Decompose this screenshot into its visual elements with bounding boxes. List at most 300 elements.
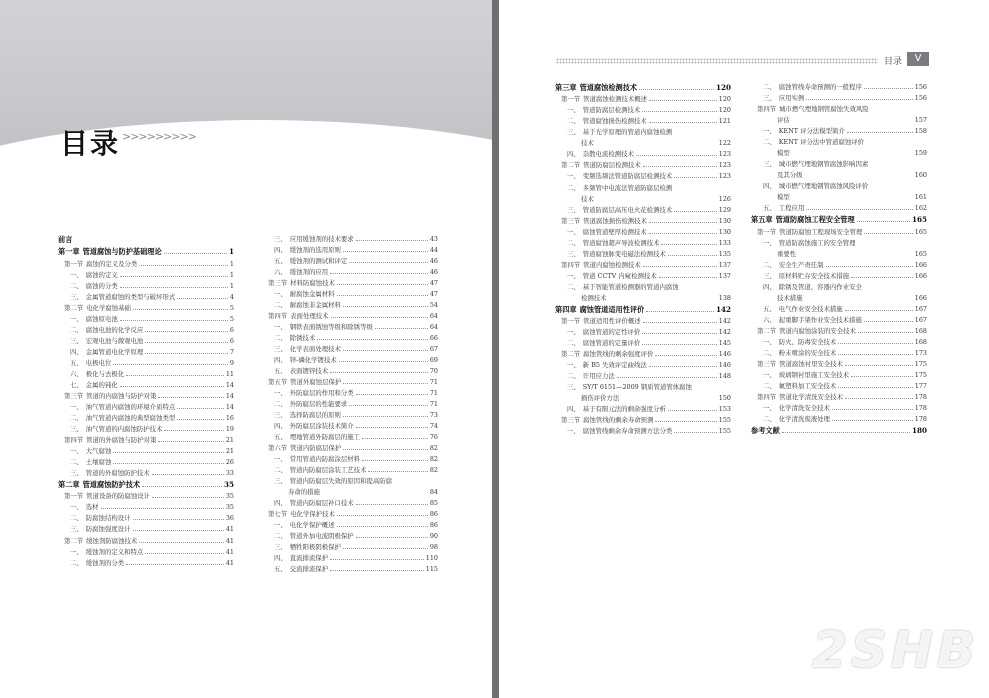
toc-entry [555,149,731,160]
toc-entry-number: 一、 [763,238,776,247]
toc-entry-number: 三、 [274,345,287,354]
toc-leader-dots [643,262,717,267]
toc-entry [262,564,438,575]
toc-entry-number: 第七节 [268,510,288,519]
toc-entry-number: 三、 [567,128,580,137]
toc-entry-number: 二、 [763,83,776,91]
toc-entry-title: SY/T 6151—2009 钢质管道管体腐蚀 [582,383,692,392]
toc-leader-dots [805,296,913,300]
toc-entry-page: 6 [229,336,234,345]
toc-entry-page: 165 [914,249,927,258]
toc-entry-page: 82 [429,466,438,475]
toc-entry-title: 氟塑料加工安全技术 [778,381,837,390]
toc-entry-title: 城市燃气埋地钢管腐蚀影响因素 [778,160,869,169]
toc-entry-page: 142 [718,328,731,337]
toc-leader-dots [674,428,717,433]
toc-leader-dots [322,490,428,494]
toc-entry-number: 三、 [567,249,580,258]
toc-leader-dots [164,426,223,431]
toc-entry-title: 城市燃气埋地钢管腐蚀失效风险 [779,105,869,114]
toc-entry [262,421,438,432]
toc-entry-page: 160 [914,171,927,180]
toc-entry-title: 管道外腐蚀层保护 [290,378,342,387]
toc-entry [262,322,438,333]
toc-entry-number: 二、 [70,325,83,334]
toc-entry [262,388,438,399]
toc-entry [262,355,438,366]
toc-entry-title: 常用管道内防腐涂层材料 [289,455,361,464]
toc-leader-dots [643,318,717,323]
toc-entry-number: 一、 [567,427,580,436]
running-header-label: 目录 [884,57,903,67]
toc-entry-title: 寿命的措施 [288,488,320,497]
toc-leader-dots [864,229,913,234]
toc-leader-dots [636,151,717,156]
toc-entry-number: 三、 [274,235,287,243]
toc-entry-title: 管道化学清洗安全技术 [779,392,844,401]
toc-leader-dots [806,95,912,100]
toc-entry-number: 四、 [763,182,776,191]
toc-entry-page: 21 [225,447,234,456]
toc-entry-title: 防腐蚀结构设计 [85,514,131,523]
toc-entry [262,454,438,465]
toc-entry-page: 90 [429,532,438,541]
toc-entry [555,271,731,282]
toc-entry-title: 除锈及管道、容器内作业安全 [778,282,862,291]
toc-entry-page: 162 [914,204,927,213]
toc-entry-title: 腐蚀电池的化学反应 [85,325,144,334]
toc-entry-number: 三、 [70,336,83,345]
toc-entry-title: 腐蚀的分类 [85,281,118,290]
toc-entry-title: 油气管道的内腐蚀防护技术 [85,424,163,433]
toc-entry-page: 167 [914,304,927,313]
toc-entry [751,93,927,104]
toc-entry [555,94,731,105]
toc-entry-title: 腐蚀管道适用性评价 [579,304,645,314]
toc-entry [751,392,927,403]
toc-entry-title: 耐腐蚀金属材料 [289,290,335,299]
watermark-text: 環保學社·COM [883,677,979,691]
toc-leader-dots [668,406,717,411]
toc-entry-page: 166 [914,293,927,302]
toc-leader-dots [113,360,228,365]
toc-entry [555,105,731,116]
toc-entry-number: 三、 [70,292,83,301]
toc-entry-title: 评估 [777,116,790,125]
toc-entry-number: 一、 [567,227,580,236]
toc-leader-dots [864,84,913,89]
toc-entry-number: 二、 [567,238,580,247]
toc-entry-page: 41 [225,536,234,545]
toc-entry [58,502,234,513]
toc-entry [262,333,438,344]
toc-entry-number: 一、 [274,323,287,332]
toc-entry-number: 第五节 [268,378,288,387]
toc-entry [58,358,234,369]
toc-entry-number: 二、 [274,301,287,310]
toc-leader-dots [375,324,428,329]
toc-entry [751,214,927,226]
toc-leader-dots [133,305,228,310]
toc-entry [751,227,927,238]
toc-entry-number: 五、 [274,565,287,574]
toc-leader-dots [164,249,227,254]
toc-leader-dots [343,412,428,417]
toc-entry-title: 管道腐蚀超声导波检测技术 [582,238,660,247]
site-watermark [812,621,979,692]
toc-leader-dots [133,515,224,520]
toc-entry-title: 管道腐蚀与防护基础理论 [82,247,162,257]
toc-leader-dots [101,504,224,509]
toc-entry-title: 损伤评价方法 [581,394,620,403]
toc-entry [262,443,438,454]
toc-entry-title: 粉末喷涂的安全技术 [778,348,837,357]
toc-entry-page: 146 [718,361,731,370]
toc-entry-number: 第一节 [561,317,581,326]
toc-entry [262,256,438,267]
toc-entry [751,326,927,337]
toc-leader-dots [857,217,910,222]
toc-entry [555,327,731,338]
toc-entry-page: 146 [718,350,731,359]
toc-entry-number: 四、 [70,347,83,356]
toc-entry-page: 115 [425,565,438,574]
toc-entry-number: 三、 [70,525,83,534]
toc-entry-number: 一、 [274,389,287,398]
toc-entry-page: 137 [718,260,731,269]
toc-entry [58,547,234,558]
toc-leader-dots [74,238,232,242]
toc-entry-number: 一、 [70,270,83,279]
toc-entry-title: 模型 [777,149,790,158]
toc-entry [555,316,731,327]
toc-entry-title: 工程应用 [778,204,805,213]
toc-entry-page: 137 [718,271,731,280]
toc-entry-page: 1 [228,247,234,257]
toc-leader-dots [139,261,228,266]
toc-leader-dots [649,218,717,223]
toc-entry [262,465,438,476]
toc-entry-title: 锌-磷化学镀技术 [289,356,337,365]
toc-entry [555,238,731,249]
toc-entry-page: 1 [229,270,234,279]
toc-entry [262,432,438,443]
toc-leader-dots [356,500,428,505]
toc-entry-number: 二、 [567,339,580,348]
toc-entry [262,344,438,355]
toc-entry-title: 重要性 [777,249,797,258]
toc-entry-number: 一、 [763,370,776,379]
toc-entry-number: 第四节 [268,312,288,321]
toc-leader-dots [152,493,224,498]
toc-entry [262,245,438,256]
toc-leader-dots [792,195,913,199]
toc-entry [262,399,438,410]
toc-entry-page: 19 [225,424,234,433]
toc-entry [751,260,927,271]
toc-leader-dots [674,130,729,134]
toc-entry-number: 一、 [763,127,776,136]
toc-entry-page: 41 [225,547,234,556]
toc-leader-dots [133,526,224,531]
toc-entry [751,82,927,93]
toc-entry [751,370,927,381]
toc-entry-number: 第三节 [268,279,288,288]
toc-entry-page: 178 [914,414,927,423]
toc-entry-number: 三、 [274,477,287,486]
toc-entry-page: 142 [718,317,731,326]
toc-entry-page: 86 [429,510,438,519]
toc-leader-dots [649,362,717,367]
toc-entry [751,126,927,137]
toc-entry-page: 70 [429,367,438,376]
toc-leader-dots [674,207,717,212]
toc-entry-page: 67 [429,345,438,354]
toc-entry-title: 管道腐蚀检测技术 [579,83,638,92]
toc-entry-page: 155 [718,416,731,425]
toc-entry [555,393,731,404]
toc-entry-page: 85 [429,499,438,508]
toc-entry-page: 71 [429,378,438,387]
toc-leader-dots [845,306,913,311]
toc-entry-title: 杂散电流检测技术 [582,150,634,159]
toc-entry-page: 74 [429,422,438,431]
toc-entry-number: 四、 [567,405,580,414]
toc-leader-dots [356,533,428,538]
toc-entry-number: 第四节 [64,436,84,444]
toc-leader-dots [120,382,224,387]
toc-column-3 [555,82,731,437]
toc-entry-number: 第四节 [561,260,581,269]
toc-entry-number: 第二节 [64,303,84,312]
toc-entry-number: 二、 [274,334,287,343]
toc-entry-page: 54 [429,301,438,310]
toc-entry-title: 牺牲阳极阴极保护 [289,543,341,552]
toc-entry [262,542,438,553]
toc-entry-number: 第二节 [561,161,581,170]
toc-entry-page: 86 [429,521,438,530]
toc-entry-page: 129 [718,205,731,214]
toc-entry-number: 一、 [763,403,776,412]
toc-entry-title: 检测技术 [581,293,607,302]
toc-entry-page: 6 [229,325,234,334]
toc-entry [751,271,927,282]
toc-entry [58,347,234,358]
toc-entry-number: 四、 [274,246,287,255]
toc-entry-title: 电化学腐蚀基础 [86,303,131,312]
toc-leader-dots [113,459,224,464]
toc-leader-dots [343,445,428,450]
toc-entry-page: 138 [718,293,731,302]
toc-entry-number: 四、 [567,150,580,159]
toc-entry-number: 二、 [763,381,776,390]
toc-entry-page: 76 [429,433,438,442]
toc-entry-page: 159 [914,149,927,158]
toc-entry-title: 许用应力法 [582,372,615,381]
toc-leader-dots [642,340,717,345]
toc-entry-page: 166 [914,260,927,269]
toc-leader-dots [649,118,717,123]
toc-entry-number: 五、 [274,433,287,442]
toc-entry-title: 管道腐蚀检测技术概述 [583,95,648,104]
toc-entry-number: 一、 [567,106,580,115]
toc-entry [262,234,438,245]
toc-entry [58,380,234,391]
toc-entry-title: KENT 评分法中管道腐蚀评价 [778,138,865,147]
toc-entry-number: 一、 [763,337,776,346]
toc-entry-title: 基于有限元法的剩余强度分析 [582,405,666,414]
toc-entry [58,558,234,569]
toc-entry-page: 1 [229,259,234,268]
toc-entry-title: 管道防腐层检测技术 [582,106,641,115]
toc-entry-number: 二、 [763,348,776,357]
toc-entry-title: 参考文献 [751,425,780,435]
toc-entry [555,138,731,149]
toc-entry-number: 三、 [763,271,776,280]
toc-entry [262,410,438,421]
toc-entry [262,289,438,300]
toc-entry-number: 第一章 [58,247,80,257]
toc-leader-dots [152,470,224,475]
toc-entry [751,137,927,148]
toc-leader-dots [339,357,428,362]
toc-entry-title: 管道腐蚀损伤检测技术 [582,117,647,126]
toc-entry-title: 管道腐蚀损伤检测技术 [583,216,648,225]
toc-entry-page: 135 [718,249,731,258]
toc-entry-number: 二、 [70,281,83,290]
toc-entry-number: 四、 [763,282,776,291]
toc-entry [58,336,234,347]
toc-entry-title: 管道内防腐层涂装工艺技术 [289,466,367,475]
toc-entry-page: 123 [718,161,731,170]
toc-entry-page: 64 [429,323,438,332]
toc-entry-page: 84 [429,488,438,497]
toc-entry-number: 二、 [763,414,776,423]
toc-leader-dots [317,335,428,340]
toc-entry-page: 123 [718,172,731,181]
toc-entry-page: 126 [718,194,731,203]
toc-leader-dots [864,285,925,289]
toc-leader-dots [798,252,913,256]
toc-entry-page: 21 [225,436,234,444]
title-arrows-icon: >>>>>>>>> [122,130,196,143]
toc-entry-page: 41 [225,525,234,534]
toc-leader-dots [792,151,913,155]
toc-entry-title: 缓蚀剂的选用原则 [289,246,341,255]
toc-entry [751,381,927,392]
toc-leader-dots [806,205,912,210]
toc-entry-page: 168 [914,337,927,346]
toc-leader-dots [782,428,910,433]
toc-entry-title: 腐蚀管线剩余寿命预测方法分类 [582,427,673,436]
toc-entry-title: 油气管道内腐蚀的典型腐蚀类型 [85,413,176,422]
toc-entry-number: 四、 [274,422,287,431]
toc-leader-dots [661,240,716,245]
toc-entry-page: 130 [718,216,731,225]
toc-leader-dots [870,184,925,188]
toc-entry [751,337,927,348]
toc-entry [555,82,731,94]
toc-entry-number: 第三节 [757,359,777,368]
toc-entry-title: 电气作业安全技术措施 [778,304,843,313]
toc-leader-dots [642,329,717,334]
toc-entry-number: 三、 [70,469,83,478]
toc-entry-number: 三、 [567,205,580,214]
toc-entry-page: 11 [225,369,234,378]
toc-entry-page: 173 [914,348,927,357]
toc-entry-number: 四、 [274,554,287,563]
toc-entry-title: 管道内防腐层失效的原因和提高防腐 [289,477,393,486]
toc-entry-title: 腐蚀的定义 [85,270,118,279]
toc-leader-dots [832,416,913,421]
toc-leader-dots [621,396,716,400]
toc-entry-number: 一、 [567,328,580,337]
toc-entry-page: 156 [914,83,927,91]
toc-entry [555,304,731,316]
toc-entry [751,104,927,115]
toc-entry-page: 71 [429,400,438,409]
toc-entry-title: 城市燃气埋地钢管腐蚀风险评价 [778,182,869,191]
toc-entry-page: 14 [225,380,234,389]
toc-entry-page: 122 [718,139,731,148]
toc-entry-page: 168 [914,326,927,335]
toc-entry-title: 油气管道内腐蚀的环境介质特点 [85,402,176,411]
toc-entry-page: 44 [429,246,438,255]
toc-leader-dots [838,350,913,355]
toc-entry-number: 一、 [70,447,83,456]
left-page [0,0,492,698]
toc-leader-dots [655,351,716,356]
toc-entry [58,325,234,336]
toc-entry-number: 第五章 [751,215,773,225]
toc-leader-dots [857,241,925,245]
toc-leader-dots [330,368,428,373]
toc-column-2 [262,234,438,575]
watermark-logo: 2SHB [812,621,979,679]
toc-entry [555,160,731,171]
toc-entry [555,426,731,437]
toc-entry-page: 150 [718,394,731,403]
toc-leader-dots [642,107,717,112]
toc-entry-number: 第三节 [64,391,84,400]
toc-entry-number: 六、 [274,268,287,277]
toc-entry-page: 157 [914,116,927,125]
toc-entry-number: 第四章 [555,304,577,314]
toc-entry-title: 缓蚀剂的测试和评定 [289,257,348,266]
toc-entry-title: 管道设备的防腐蚀设计 [86,492,151,501]
toc-entry-page: 82 [429,455,438,464]
toc-entry [262,476,438,487]
toc-entry-number: 二、 [763,260,776,269]
toc-entry-page: 7 [229,347,234,356]
toc-entry-title: 管道防腐层检测技术 [583,161,641,170]
toc-entry-page: 98 [429,543,438,552]
toc-leader-dots [864,317,913,322]
toc-entry-page: 177 [914,381,927,390]
toc-leader-dots [158,437,223,442]
toc-entry-number: 二、 [567,117,580,126]
toc-entry-title: 模型 [777,193,790,202]
toc-entry-title: 防火、防毒安全技术 [778,337,837,346]
toc-entry-title: 基于智能管道检测器的管道内腐蚀 [582,282,679,291]
toc-entry [58,468,234,479]
toc-entry-page: 120 [715,83,731,92]
toc-entry [262,278,438,289]
toc-leader-dots [845,394,913,399]
toc-entry-title: 技术措施 [777,293,803,302]
toc-entry-page: 14 [225,402,234,411]
toc-entry-title: 管道的内腐蚀与防护对策 [86,391,157,400]
